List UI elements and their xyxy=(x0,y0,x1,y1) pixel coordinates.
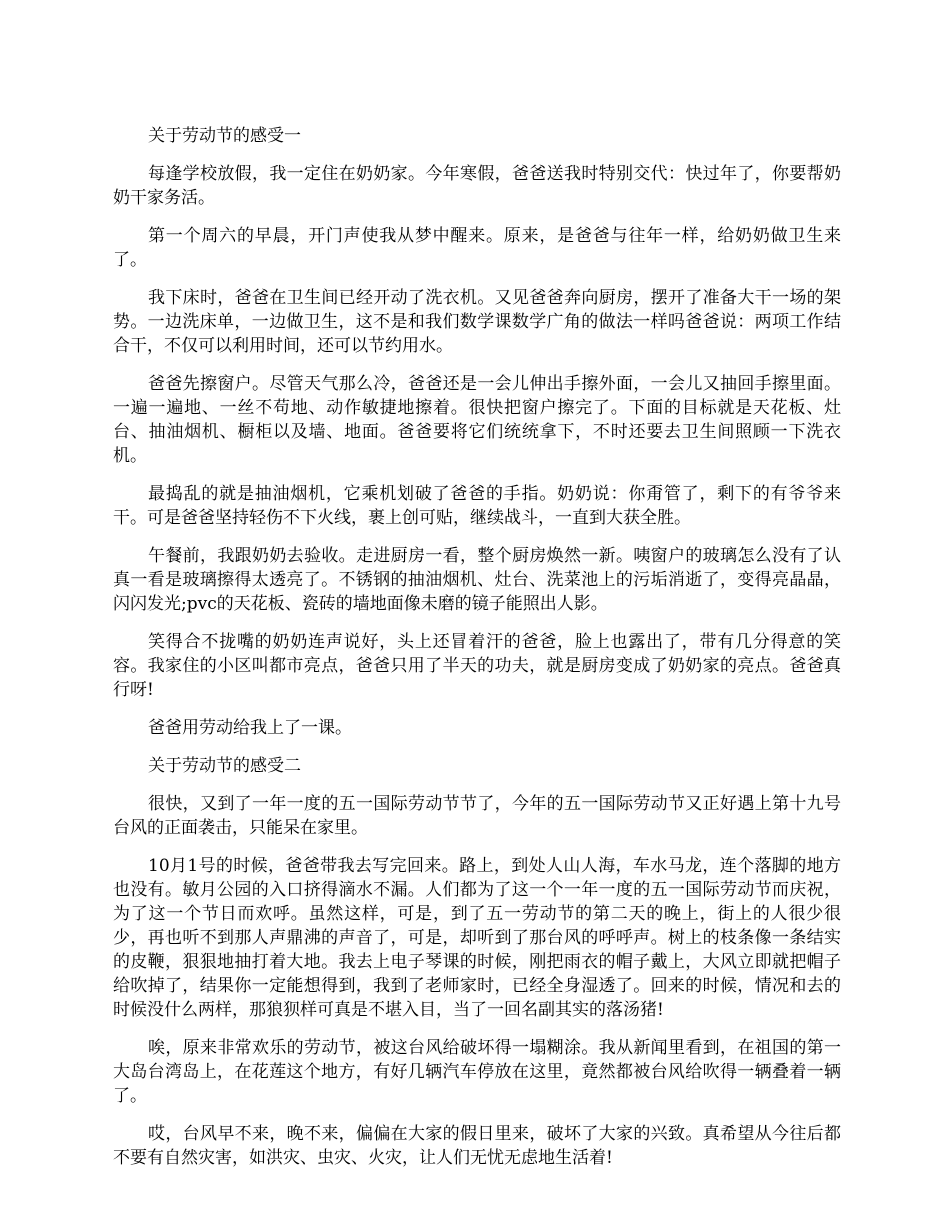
paragraph: 爸爸用劳动给我上了一课。 xyxy=(148,718,352,738)
document-page xyxy=(113,124,841,1184)
paragraph: 唉，原来非常欢乐的劳动节，被这台风给破坏得一塌糊涂。我从新闻里看到，在祖国的第一大岛台湾岛上，在花莲这个地方，有好几辆汽车停放在这里，竟然都被台风给吹得一辆叠着一辆了。 xyxy=(113,1038,841,1106)
paragraph: 10月1号的时候，爸爸带我去写完回来。路上，到处人山人海，车水马龙，连个落脚的地方也没有。敏月公园的入口挤得滴水不漏。人们都为了这一个一年一度的五一国际劳动节而庆祝，为了这一个节日而欢呼。虽然这样，可是，到了五一劳动节的第二天的晚上，街上的人很少很少，再也听不到那人声鼎沸的声音了，可是，却听到了那台风的呼呼声。树上的枝条像一条结实的皮鞭，狠狠地抽打着大地。我去上电子琴课的时候，刚把雨衣的帽子戴上，大风立即就把帽子给吹掉了，结果你一定能想得到，我到了老师家时，已经全身湿透了。回来的时候，情况和去的时候没什么两样，那狼狈样可真是不堪入目，当了一回名副其实的落汤猪! xyxy=(113,856,841,1020)
paragraph: 哎，台风早不来，晚不来，偏偏在大家的假日里来，破坏了大家的兴致。真希望从今往后都不要有自然灾害，如洪灾、虫灾、火灾，让人们无忧无虑地生活着! xyxy=(113,1124,841,1168)
paragraph: 每逢学校放假，我一定住在奶奶家。今年寒假，爸爸送我时特别交代：快过年了，你要帮奶奶干家务活。 xyxy=(113,164,841,208)
paragraph: 笑得合不拢嘴的奶奶连声说好，头上还冒着汗的爸爸，脸上也露出了，带有几分得意的笑容。我家住的小区叫都市亮点，爸爸只用了半天的功夫，就是厨房变成了奶奶家的亮点。爸爸真行呀! xyxy=(113,632,841,700)
paragraph: 很快，又到了一年一度的五一国际劳动节节了，今年的五一国际劳动节又正好遇上第十九号台风的正面袭击，只能呆在家里。 xyxy=(113,794,841,838)
section-title-1: 关于劳动节的感受一 xyxy=(148,126,301,146)
section-title-2: 关于劳动节的感受二 xyxy=(148,756,301,776)
paragraph: 午餐前，我跟奶奶去验收。走进厨房一看，整个厨房焕然一新。咦窗户的玻璃怎么没有了认真一看是玻璃擦得太透亮了。不锈钢的抽油烟机、灶台、洗菜池上的污垢消逝了，变得亮晶晶，闪闪发光;pvc的天花板、瓷砖的墙地面像未磨的镜子能照出人影。 xyxy=(113,546,841,614)
paragraph: 最捣乱的就是抽油烟机，它乘机划破了爸爸的手指。奶奶说：你甭管了，剩下的有爷爷来干。可是爸爸坚持轻伤不下火线，裹上创可贴，继续战斗，一直到大获全胜。 xyxy=(113,484,841,528)
paragraph: 爸爸先擦窗户。尽管天气那么冷，爸爸还是一会儿伸出手擦外面，一会儿又抽回手擦里面。一遍一遍地、一丝不苟地、动作敏捷地擦着。很快把窗户擦完了。下面的目标就是天花板、灶台、抽油烟机、橱柜以及墙、地面。爸爸要将它们统统拿下，不时还要去卫生间照顾一下洗衣机。 xyxy=(113,374,841,466)
paragraph: 第一个周六的早晨，开门声使我从梦中醒来。原来，是爸爸与往年一样，给奶奶做卫生来了。 xyxy=(113,226,841,270)
paragraph: 我下床时，爸爸在卫生间已经开动了洗衣机。又见爸爸奔向厨房，摆开了准备大干一场的架势。一边洗床单，一边做卫生，这不是和我们数学课数学广角的做法一样吗爸爸说：两项工作结合干，不仅可以利用时间，还可以节约用水。 xyxy=(113,288,841,356)
